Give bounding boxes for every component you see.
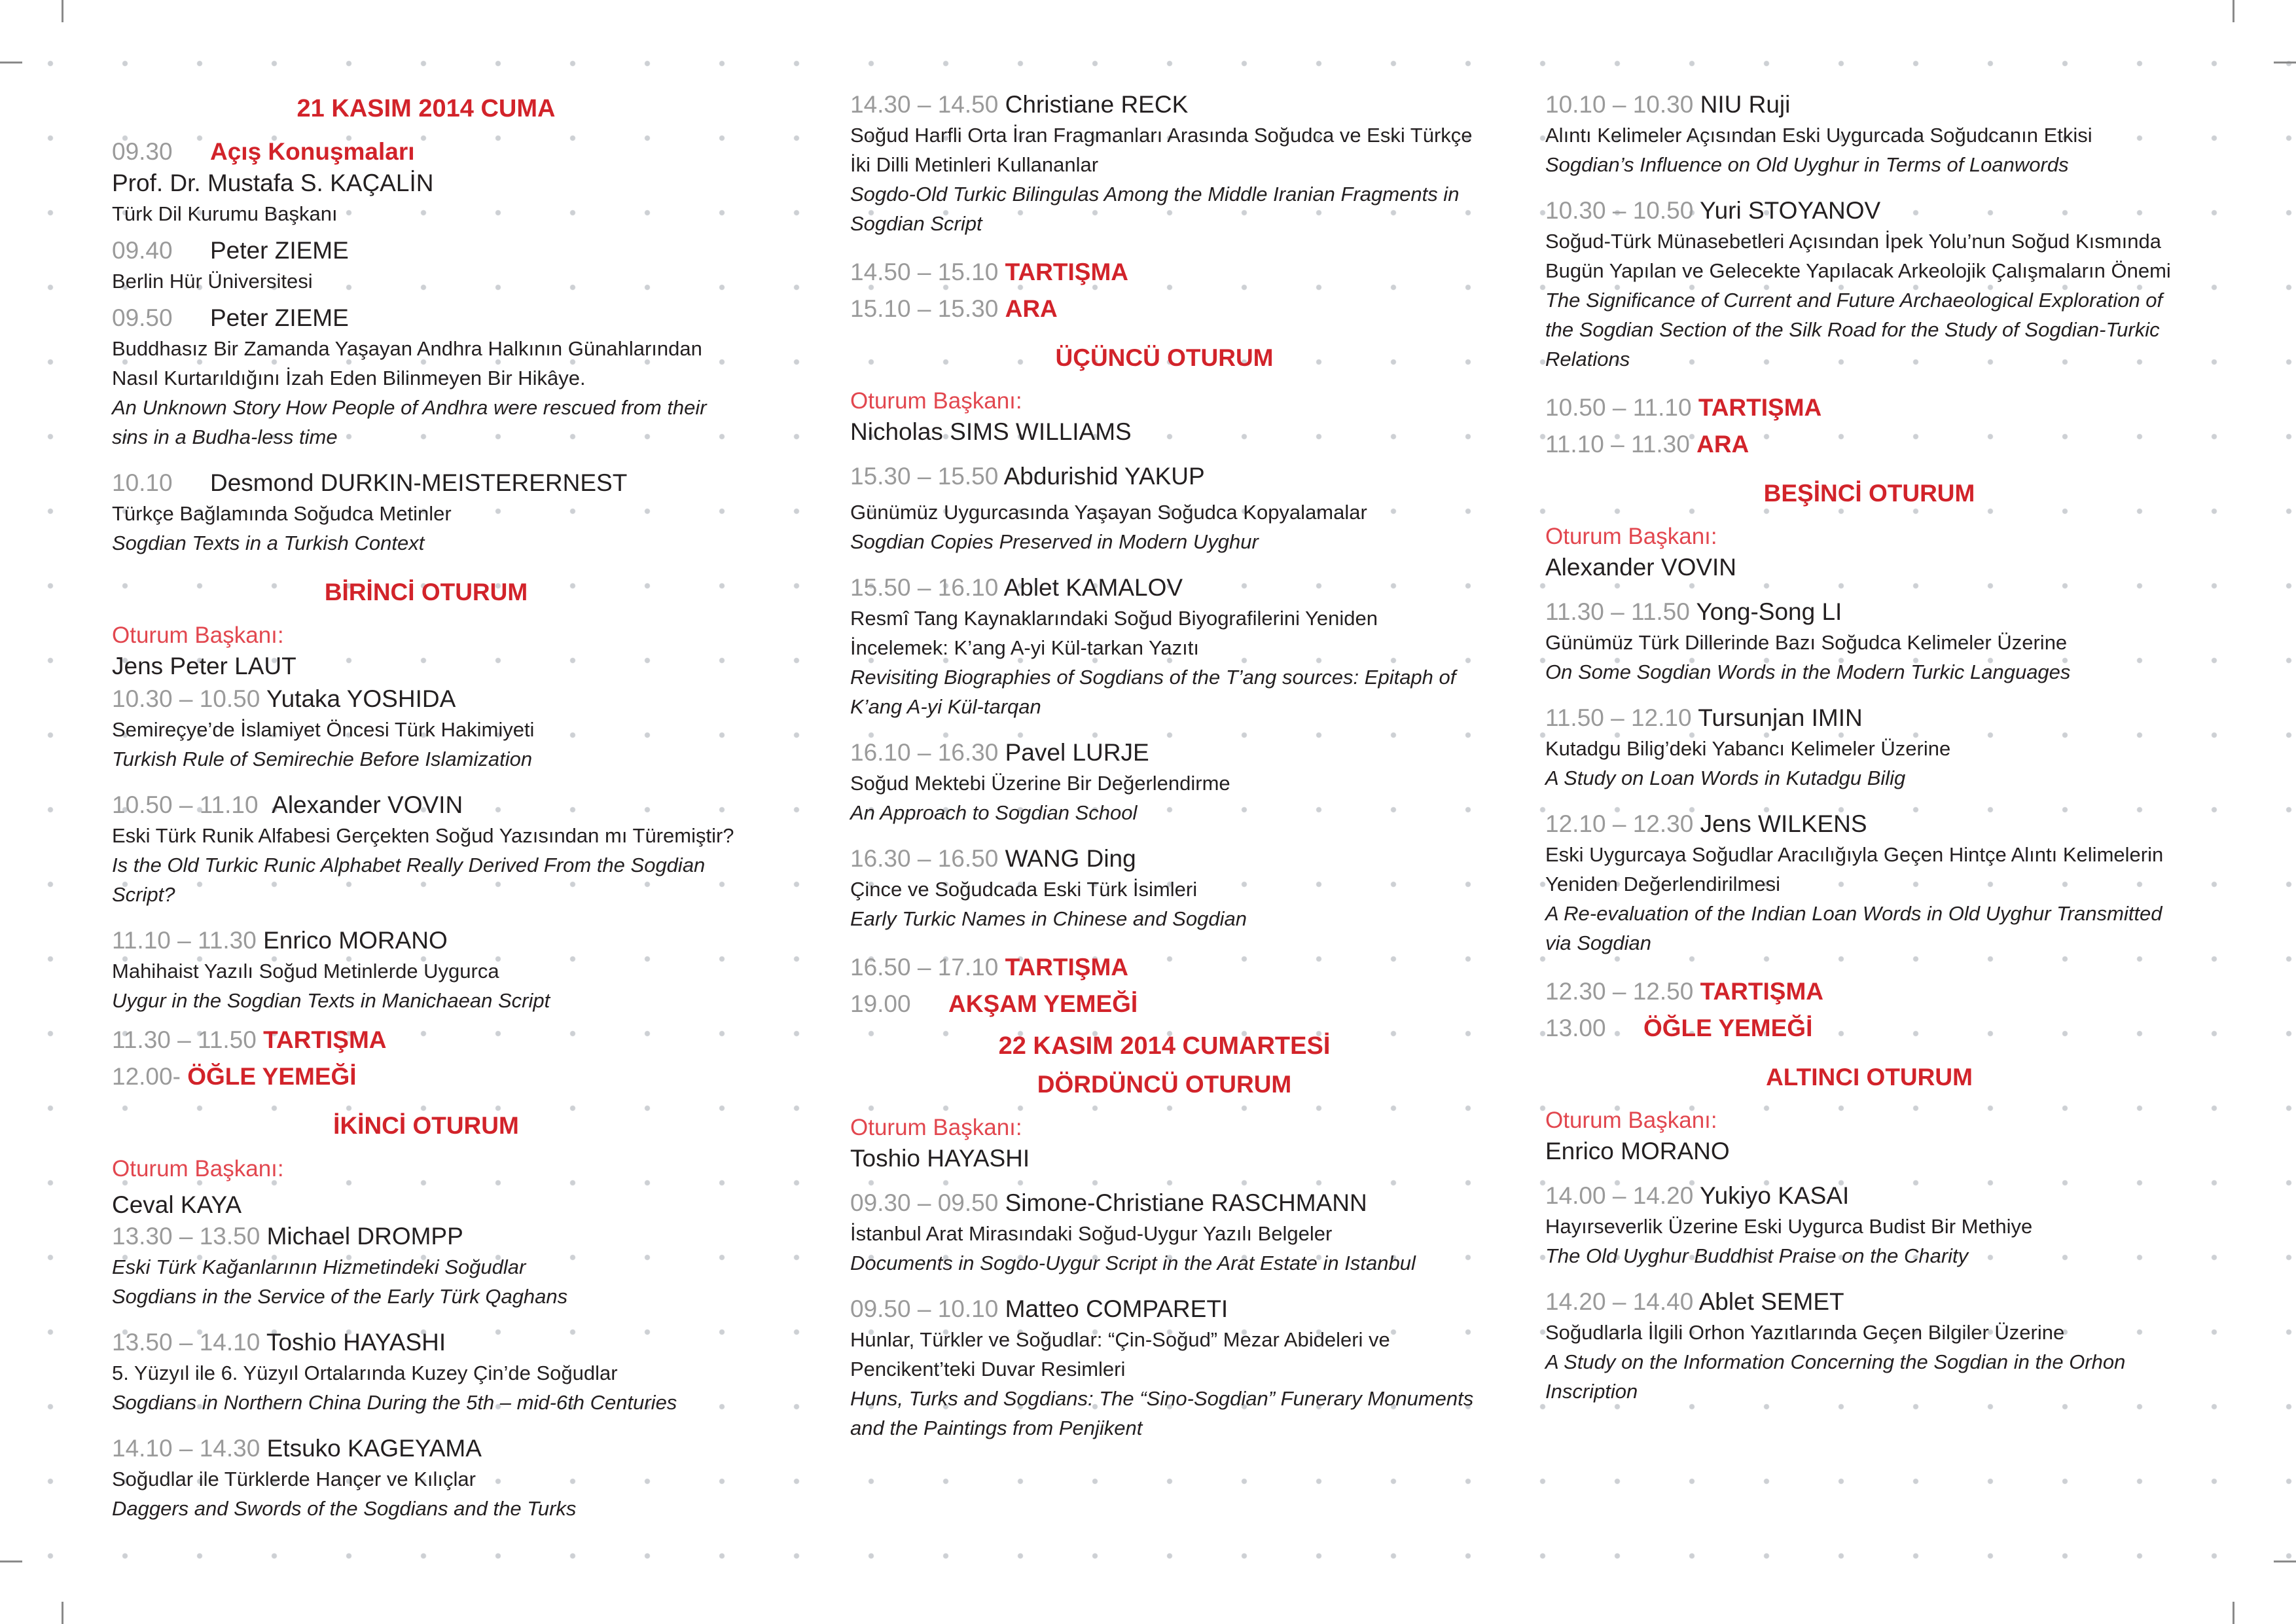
break-label: AKŞAM YEMEĞİ bbox=[948, 990, 1138, 1017]
title-en: Huns, Turks and Sogdians: The “Sino-Sogdian” Funerary Monuments and the Paintings from Penjikent bbox=[850, 1387, 1474, 1439]
time: 12.00- bbox=[112, 1063, 181, 1090]
title-en: Documents in Sogdo-Uygur Script in the Arat Estate in Istanbul bbox=[850, 1252, 1416, 1274]
title-en: Sogdian’s Influence on Old Uyghur in Terms of Loanwords bbox=[1545, 153, 2069, 176]
title-tr: Günümüz Türk Dillerinde Bazı Soğudca Kelimeler Üzerine bbox=[1545, 631, 2068, 654]
title-tr: Soğudlarla İlgili Orhon Yazıtlarında Geçen Bilgiler Üzerine bbox=[1545, 1321, 2065, 1344]
speaker: Abdurishid YAKUP bbox=[1003, 463, 1205, 490]
title-en: Early Turkic Names in Chinese and Sogdian bbox=[850, 907, 1247, 930]
time: 13.50 – 14.10 bbox=[112, 1329, 260, 1356]
time: 14.30 – 14.50 bbox=[850, 91, 999, 118]
session-title: ÜÇÜNCÜ OTURUM bbox=[1055, 344, 1274, 371]
title-en: Uygur in the Sogdian Texts in Manichaean Script bbox=[112, 989, 550, 1012]
time: 09.30 – 09.50 bbox=[850, 1189, 999, 1216]
session-title: İKİNCİ OTURUM bbox=[333, 1112, 519, 1139]
crop-mark bbox=[0, 62, 22, 63]
title-tr: Çince ve Soğudcada Eski Türk İsimleri bbox=[850, 878, 1198, 901]
talk bbox=[112, 467, 740, 558]
opening-line bbox=[112, 136, 740, 168]
speaker: Desmond DURKIN-MEISTERERNEST bbox=[210, 469, 628, 496]
crop-mark bbox=[2233, 0, 2234, 22]
time: 14.00 – 14.20 bbox=[1545, 1182, 1694, 1209]
crop-mark bbox=[62, 0, 63, 22]
time: 15.10 – 15.30 bbox=[850, 295, 999, 322]
speaker: Enrico MORANO bbox=[263, 927, 448, 954]
crop-mark bbox=[2274, 62, 2296, 63]
time: 14.20 – 14.40 bbox=[1545, 1288, 1694, 1315]
column-1 bbox=[112, 89, 740, 1539]
column-2 bbox=[850, 89, 1479, 1458]
crop-mark bbox=[2233, 1602, 2234, 1624]
break-block bbox=[850, 949, 1479, 1022]
session-title: ALTINCI OTURUM bbox=[1766, 1064, 1973, 1091]
talk bbox=[850, 572, 1479, 721]
title-tr: Soğud Harfli Orta İran Fragmanları Arasında Soğudca ve Eski Türkçe İki Dilli Metinleri Kullananlar bbox=[850, 124, 1473, 176]
break-line bbox=[850, 254, 1479, 291]
break-label: TARTIŞMA bbox=[263, 1026, 387, 1053]
break-line bbox=[112, 1022, 740, 1058]
speaker: Jens WILKENS bbox=[1700, 810, 1867, 837]
time: 10.10 bbox=[112, 469, 173, 496]
speaker: Yuri STOYANOV bbox=[1699, 197, 1881, 224]
break-line bbox=[850, 291, 1479, 327]
title-en: Turkish Rule of Semirechie Before Islamization bbox=[112, 748, 533, 770]
talk bbox=[112, 1327, 740, 1417]
title-en: The Significance of Current and Future Archaeological Exploration of the Sogdian Section of the Silk Road for the Study of Sogdian-Turkic Relations bbox=[1545, 289, 2163, 370]
talk bbox=[112, 925, 740, 1015]
break-line bbox=[850, 949, 1479, 986]
title-tr: 5. Yüzyıl ile 6. Yüzyıl Ortalarında Kuzey Çin’de Soğudlar bbox=[112, 1362, 618, 1384]
time: 13.00 bbox=[1545, 1015, 1606, 1041]
title-tr: İstanbul Arat Mirasındaki Soğud-Uygur Yazılı Belgeler bbox=[850, 1222, 1333, 1245]
crop-mark bbox=[0, 1561, 22, 1562]
break-line bbox=[1545, 426, 2193, 463]
break-label: ÖĞLE YEMEĞİ bbox=[1643, 1015, 1813, 1041]
time: 16.50 – 17.10 bbox=[850, 954, 999, 981]
title-tr: Soğud Mektebi Üzerine Bir Değerlendirme bbox=[850, 772, 1230, 795]
talk bbox=[850, 461, 1479, 556]
time: 15.30 – 15.50 bbox=[850, 463, 999, 490]
talk bbox=[1545, 1180, 2193, 1271]
title-tr: Türk Dil Kurumu Başkanı bbox=[112, 202, 338, 225]
title-en: On Some Sogdian Words in the Modern Turkic Languages bbox=[1545, 660, 2071, 683]
break-block bbox=[850, 254, 1479, 327]
title-tr: Hunlar, Türkler ve Soğudlar: “Çin-Soğud” Mezar Abideleri ve Pencikent’teki Duvar Resimleri bbox=[850, 1328, 1390, 1380]
break-line bbox=[1545, 1010, 2193, 1047]
title-tr: Günümüz Uygurcasında Yaşayan Soğudca Kopyalamalar bbox=[850, 501, 1367, 524]
speaker: NIU Ruji bbox=[1700, 91, 1791, 118]
break-line bbox=[112, 1058, 740, 1095]
break-block bbox=[112, 1022, 740, 1095]
time: 09.40 bbox=[112, 237, 173, 264]
break-label: ARA bbox=[1005, 295, 1058, 322]
time: 10.10 – 10.30 bbox=[1545, 91, 1694, 118]
break-line bbox=[1545, 389, 2193, 426]
title-en: A Study on the Information Concerning the Sogdian in the Orhon Inscription bbox=[1545, 1350, 2126, 1403]
column-3 bbox=[1545, 89, 2193, 1422]
time: 11.30 – 11.50 bbox=[1545, 598, 1690, 625]
opening-label: Açış Konuşmaları bbox=[210, 138, 415, 165]
talk bbox=[112, 1221, 740, 1282]
break-label: ÖĞLE YEMEĞİ bbox=[187, 1063, 357, 1090]
break-label: TARTIŞMA bbox=[1698, 394, 1822, 421]
title-en: Is the Old Turkic Runic Alphabet Really Derived From the Sogdian Script? bbox=[112, 854, 706, 906]
speaker: Tursunjan IMIN bbox=[1698, 704, 1863, 731]
title-en: Eski Türk Kağanlarının Hizmetindeki Soğudlar bbox=[112, 1255, 526, 1278]
speaker: Simone-Christiane RASCHMANN bbox=[1005, 1189, 1367, 1216]
title-tr: Hayırseverlik Üzerine Eski Uygurca Budist Bir Methiye bbox=[1545, 1215, 2033, 1238]
time: 11.10 – 11.30 bbox=[112, 927, 257, 954]
talk bbox=[850, 1293, 1479, 1443]
talk bbox=[850, 843, 1479, 933]
speaker: Yukiyo KASAI bbox=[1699, 1182, 1850, 1209]
speaker: WANG Ding bbox=[1005, 845, 1136, 872]
break-block bbox=[1545, 973, 2193, 1047]
title-tr: Berlin Hür Üniversitesi bbox=[112, 270, 313, 293]
session-title: BİRİNCİ OTURUM bbox=[324, 579, 528, 605]
day-title: 21 KASIM 2014 CUMA bbox=[296, 95, 556, 122]
speaker: Pavel LURJE bbox=[1005, 739, 1149, 766]
title-en: A Re-evaluation of the Indian Loan Words in Old Uyghur Transmitted via Sogdian bbox=[1545, 902, 2162, 954]
speaker: Peter ZIEME bbox=[210, 304, 349, 331]
talk bbox=[850, 1187, 1479, 1278]
talk bbox=[1545, 195, 2193, 374]
crop-mark bbox=[62, 1602, 63, 1624]
time: 13.30 – 13.50 bbox=[112, 1223, 260, 1250]
time: 11.30 – 11.50 bbox=[112, 1026, 257, 1053]
title-tr: Resmî Tang Kaynaklarındaki Soğud Biyografilerini Yeniden İncelemek: K’ang A-yi Kül-tarkan Yazıtı bbox=[850, 607, 1378, 659]
chair-name: Alexander VOVIN bbox=[1545, 554, 1737, 581]
time: 10.50 – 11.10 bbox=[1545, 394, 1692, 421]
speaker: Prof. Dr. Mustafa S. KAÇALİN bbox=[112, 170, 434, 196]
speaker: Yutaka YOSHIDA bbox=[266, 685, 456, 712]
speaker: Christiane RECK bbox=[1005, 91, 1189, 118]
title-en: Sogdian Texts in a Turkish Context bbox=[112, 532, 425, 554]
chair-label: Oturum Başkanı: bbox=[1545, 1108, 1717, 1133]
title-en: Sogdians in the Service of the Early Türk Qaghans bbox=[112, 1285, 568, 1308]
break-label: TARTIŞMA bbox=[1005, 954, 1129, 981]
title-en: Sogdian Copies Preserved in Modern Uyghur bbox=[850, 530, 1259, 553]
time: 11.50 – 12.10 bbox=[1545, 704, 1692, 731]
talk bbox=[112, 235, 740, 296]
time: 10.50 – 11.10 bbox=[112, 791, 259, 818]
break-block bbox=[1545, 389, 2193, 463]
session-title: BEŞİNCİ OTURUM bbox=[1763, 480, 1975, 507]
title-en: An Unknown Story How People of Andhra were rescued from their sins in a Budha-less time bbox=[112, 396, 707, 448]
time: 16.30 – 16.50 bbox=[850, 845, 999, 872]
chair-name: Jens Peter LAUT bbox=[112, 653, 296, 679]
chair-label: Oturum Başkanı: bbox=[112, 623, 284, 648]
crop-mark bbox=[2274, 1561, 2296, 1562]
speaker: Etsuko KAGEYAMA bbox=[266, 1435, 482, 1462]
chair-name: Toshio HAYASHI bbox=[850, 1145, 1030, 1172]
title-tr: Soğud-Türk Münasebetleri Açısından İpek Yolu’nun Soğud Kısmında Bugün Yapılan ve Gelecekte Yapılacak Arkeolojik Çalışmaların Önemi bbox=[1545, 230, 2171, 282]
talk bbox=[1545, 596, 2193, 687]
talk bbox=[112, 789, 740, 909]
talk bbox=[1545, 702, 2193, 793]
speaker: Matteo COMPARETI bbox=[1005, 1295, 1229, 1322]
title-tr: Kutadgu Bilig’deki Yabancı Kelimeler Üzerine bbox=[1545, 737, 1951, 760]
talk bbox=[112, 1433, 740, 1523]
time: 10.30 – 10.50 bbox=[1545, 197, 1694, 224]
chair-label: Oturum Başkanı: bbox=[850, 1115, 1022, 1140]
title-en: Sogdians in Northern China During the 5th – mid-6th Centuries bbox=[112, 1391, 677, 1414]
talk bbox=[112, 168, 740, 228]
title-tr: Semireçye’de İslamiyet Öncesi Türk Hakimiyeti bbox=[112, 718, 535, 741]
speaker: Ablet KAMALOV bbox=[1003, 574, 1183, 601]
title-en: A Study on Loan Words in Kutadgu Bilig bbox=[1545, 767, 1906, 789]
speaker: Yong-Song LI bbox=[1696, 598, 1842, 625]
title-en: An Approach to Sogdian School bbox=[850, 801, 1138, 824]
title-tr: Eski Türk Runik Alfabesi Gerçekten Soğud Yazısından mı Türemiştir? bbox=[112, 824, 734, 847]
talk bbox=[850, 89, 1479, 238]
time: 12.30 – 12.50 bbox=[1545, 978, 1694, 1005]
title-tr: Eski Uygurcaya Soğudlar Aracılığıyla Geçen Hintçe Alıntı Kelimelerin Yeniden Değerlendirilmesi bbox=[1545, 843, 2164, 895]
speaker: Peter ZIEME bbox=[210, 237, 349, 264]
speaker: Michael DROMPP bbox=[266, 1223, 463, 1250]
talk bbox=[112, 683, 740, 774]
day-title: 22 KASIM 2014 CUMARTESİ bbox=[998, 1032, 1331, 1060]
time: 15.50 – 16.10 bbox=[850, 574, 999, 601]
title-en: Revisiting Biographies of Sogdians of the T’ang sources: Epitaph of K’ang A-yi Kül-tarqan bbox=[850, 666, 1456, 718]
chair-name: Enrico MORANO bbox=[1545, 1138, 1730, 1164]
speaker: Toshio HAYASHI bbox=[266, 1329, 446, 1356]
time: 19.00 bbox=[850, 990, 911, 1017]
break-line bbox=[850, 986, 1479, 1022]
time: 11.10 – 11.30 bbox=[1545, 431, 1690, 458]
speaker: Ablet SEMET bbox=[1698, 1288, 1844, 1315]
talk bbox=[1545, 808, 2193, 958]
break-label: TARTIŞMA bbox=[1005, 259, 1129, 285]
time: 14.50 – 15.10 bbox=[850, 259, 999, 285]
title-tr: Mahihaist Yazılı Soğud Metinlerde Uygurca bbox=[112, 960, 499, 983]
time: 09.50 bbox=[112, 304, 173, 331]
speaker: Alexander VOVIN bbox=[272, 791, 463, 818]
title-tr: Soğudlar ile Türklerde Hançer ve Kılıçlar bbox=[112, 1468, 476, 1490]
time: 09.50 – 10.10 bbox=[850, 1295, 999, 1322]
chair-label: Oturum Başkanı: bbox=[1545, 524, 1717, 549]
title-en: Daggers and Swords of the Sogdians and the Turks bbox=[112, 1497, 577, 1520]
title-en: Sogdo-Old Turkic Bilingulas Among the Middle Iranian Fragments in Sogdian Script bbox=[850, 183, 1460, 235]
time: 09.30 bbox=[112, 138, 173, 165]
session-title: DÖRDÜNCÜ OTURUM bbox=[1037, 1071, 1292, 1098]
time: 14.10 – 14.30 bbox=[112, 1435, 260, 1462]
talk bbox=[112, 302, 740, 452]
talk bbox=[112, 1282, 740, 1311]
break-label: TARTIŞMA bbox=[1700, 978, 1824, 1005]
chair-name: Ceval KAYA bbox=[112, 1191, 242, 1218]
talk bbox=[850, 737, 1479, 827]
title-en: The Old Uyghur Buddhist Praise on the Charity bbox=[1545, 1244, 1969, 1267]
title-tr: Alıntı Kelimeler Açısından Eski Uygurcada Soğudcanın Etkisi bbox=[1545, 124, 2092, 147]
chair-label: Oturum Başkanı: bbox=[112, 1156, 284, 1182]
talk bbox=[1545, 1286, 2193, 1406]
title-tr: Buddhasız Bir Zamanda Yaşayan Andhra Halkının Günahlarından Nasıl Kurtarıldığını İzah Eden Bilinmeyen Bir Hikâye. bbox=[112, 337, 702, 389]
time: 16.10 – 16.30 bbox=[850, 739, 999, 766]
chair-label: Oturum Başkanı: bbox=[850, 388, 1022, 414]
talk bbox=[1545, 89, 2193, 179]
break-label: ARA bbox=[1696, 431, 1749, 458]
break-line bbox=[1545, 973, 2193, 1010]
time: 12.10 – 12.30 bbox=[1545, 810, 1694, 837]
chair-name: Nicholas SIMS WILLIAMS bbox=[850, 418, 1132, 445]
time: 10.30 – 10.50 bbox=[112, 685, 260, 712]
title-tr: Türkçe Bağlamında Soğudca Metinler bbox=[112, 502, 452, 525]
